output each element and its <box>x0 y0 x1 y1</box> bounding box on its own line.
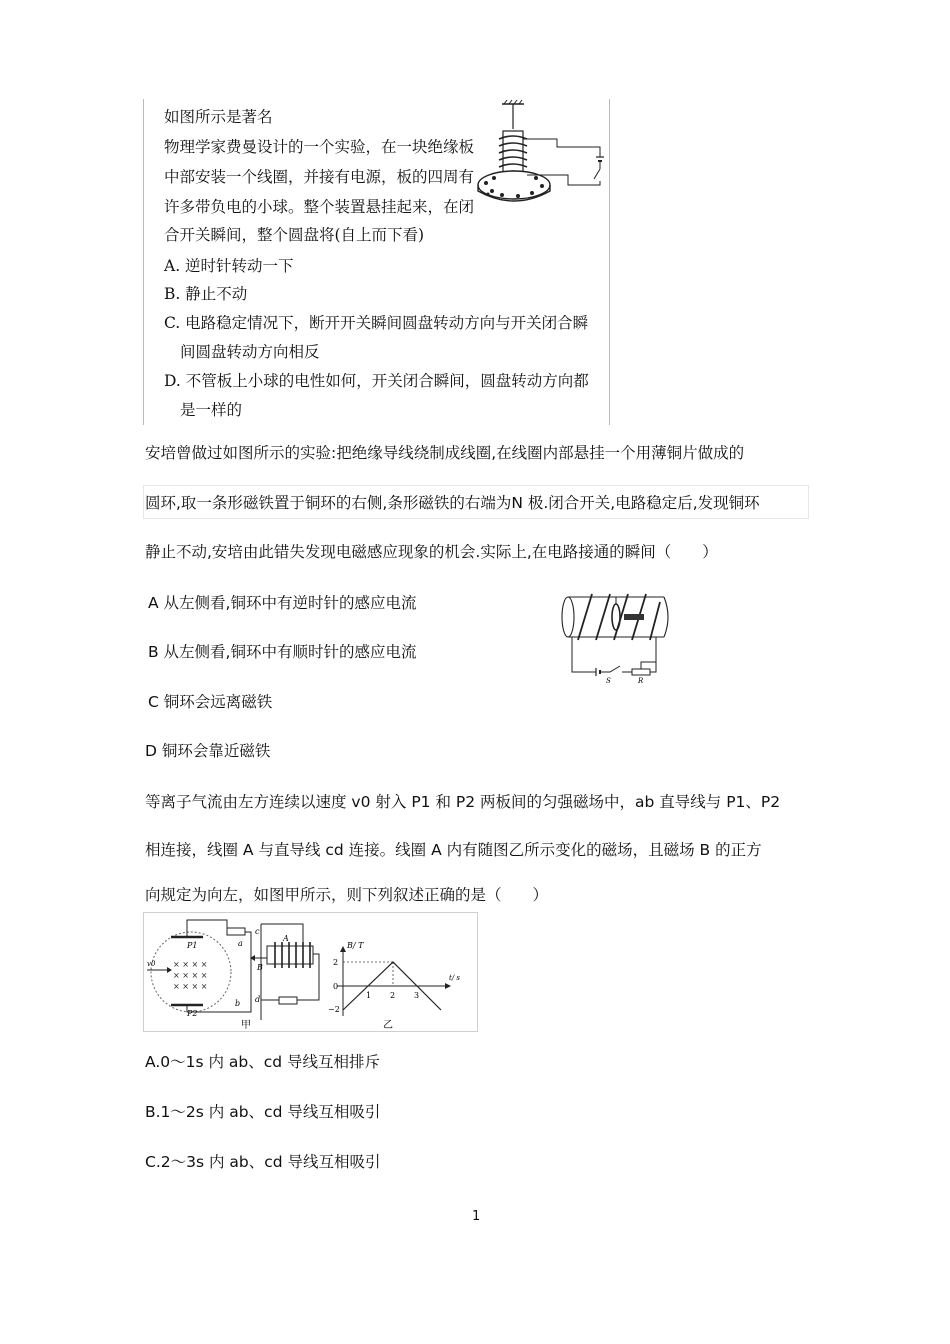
q2-option-c: C 铜环会远离磁铁 <box>148 693 273 711</box>
graph-ytick-2: 2 <box>333 958 339 967</box>
q3-option-c: C.2～3s 内 ab、cd 导线互相吸引 <box>145 1153 381 1171</box>
q3-fig-label-a-small: a <box>238 939 243 948</box>
q1-line-5: 合开关瞬间，整个圆盘将(自上而下看) <box>164 226 425 244</box>
q1-option-d: D. 不管板上小球的电性如何，开关闭合瞬间，圆盘转动方向都 <box>164 372 589 390</box>
q2-line-2: 圆环,取一条形磁铁置于铜环的右侧,条形磁铁的右端为N 极.闭合开关,电路稳定后,发现铜环 <box>145 494 760 512</box>
graph-ytick-0: 0 <box>333 982 339 991</box>
q1-option-b: B. 静止不动 <box>164 285 248 303</box>
q2-fig-label-r: R <box>638 677 644 684</box>
q1-line-4: 许多带负电的小球。整个装置悬挂起来，在闭 <box>164 198 475 216</box>
q2-line-1: 安培曾做过如图所示的实验:把绝缘导线绕制成线圈,在线圈内部悬挂一个用薄铜片做成的 <box>145 444 745 462</box>
q1-line-3: 中部安装一个线圈，并接有电源，板的四周有 <box>164 168 475 186</box>
graph-xtick-2: 2 <box>390 991 396 1000</box>
graph-ytick-neg2: −2 <box>328 1005 340 1014</box>
svg-text:× × × ×: × × × × <box>173 982 208 991</box>
q3-fig-label-coil-a: A <box>283 934 289 943</box>
q2-fig-label-s: S <box>606 677 611 684</box>
graph-xtick-1: 1 <box>366 991 372 1000</box>
ampere-coil-figure <box>560 592 675 684</box>
q1-option-c-cont: 间圆盘转动方向相反 <box>180 343 320 361</box>
svg-text:× × × ×: × × × × <box>173 971 208 980</box>
q3-fig-label-b-small: b <box>235 999 241 1008</box>
q1-line-1: 如图所示是著名 <box>164 108 273 126</box>
q1-option-a: A. 逆时针转动一下 <box>164 257 294 275</box>
plasma-generator-figure <box>143 912 478 1032</box>
q2-line-3: 静止不动,安培由此错失发现电磁感应现象的机会.实际上,在电路接通的瞬间（ ） <box>145 543 718 561</box>
q3-option-a: A.0～1s 内 ab、cd 导线互相排斥 <box>145 1053 381 1071</box>
q3-fig-label-p1: P1 <box>187 941 198 950</box>
svg-text:× × × ×: × × × × <box>173 960 208 969</box>
q3-fig-label-d: d <box>255 995 261 1004</box>
feynman-disk-figure <box>472 99 607 214</box>
graph-xlabel: t/ s <box>449 974 460 982</box>
q1-line-2: 物理学家费曼设计的一个实验，在一块绝缘板 <box>164 138 475 156</box>
graph-ylabel: B/ T <box>347 941 364 950</box>
q3-fig-caption-jia: 甲 <box>241 1020 251 1031</box>
q3-fig-label-b-arrow: B <box>257 963 263 972</box>
q3-fig-label-c: c <box>255 927 260 936</box>
q2-option-a: A 从左侧看,铜环中有逆时针的感应电流 <box>148 594 417 612</box>
q2-option-d: D 铜环会靠近磁铁 <box>145 742 271 760</box>
q3-fig-label-v0: v0 <box>147 960 156 968</box>
q3-fig-caption-yi: 乙 <box>383 1020 393 1031</box>
q3-line-2: 相连接，线圈 A 与直导线 cd 连接。线圈 A 内有随图乙所示变化的磁场，且磁场 B 的正方 <box>145 841 762 859</box>
q3-line-1: 等离子气流由左方连续以速度 v0 射入 P1 和 P2 两板间的匀强磁场中，ab 直导线与 P1、P2 <box>145 793 781 811</box>
q1-scan-block <box>143 99 610 425</box>
graph-xtick-3: 3 <box>414 991 420 1000</box>
q3-option-b: B.1～2s 内 ab、cd 导线互相吸引 <box>145 1103 381 1121</box>
q1-option-c: C. 电路稳定情况下，断开开关瞬间圆盘转动方向与开关闭合瞬 <box>164 314 589 332</box>
q2-option-b: B 从左侧看,铜环中有顺时针的感应电流 <box>148 643 417 661</box>
q3-line-3: 向规定为向左，如图甲所示，则下列叙述正确的是（ ） <box>145 886 549 904</box>
page-number: 1 <box>472 1209 481 1224</box>
q3-fig-label-p2: P2 <box>187 1009 198 1018</box>
q1-option-d-cont: 是一样的 <box>180 401 243 419</box>
